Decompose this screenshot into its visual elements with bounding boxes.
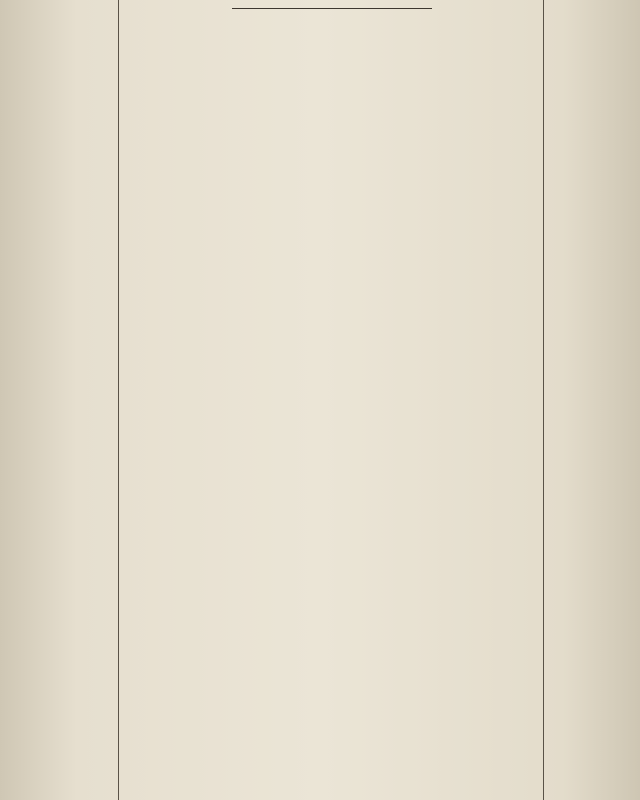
middle-column: [122, 0, 542, 800]
column-rule: [118, 0, 119, 800]
section-divider: [232, 8, 432, 9]
column-rule: [543, 0, 544, 800]
left-column: [0, 0, 116, 800]
article-headline: [122, 17, 542, 31]
right-column: [546, 0, 640, 800]
